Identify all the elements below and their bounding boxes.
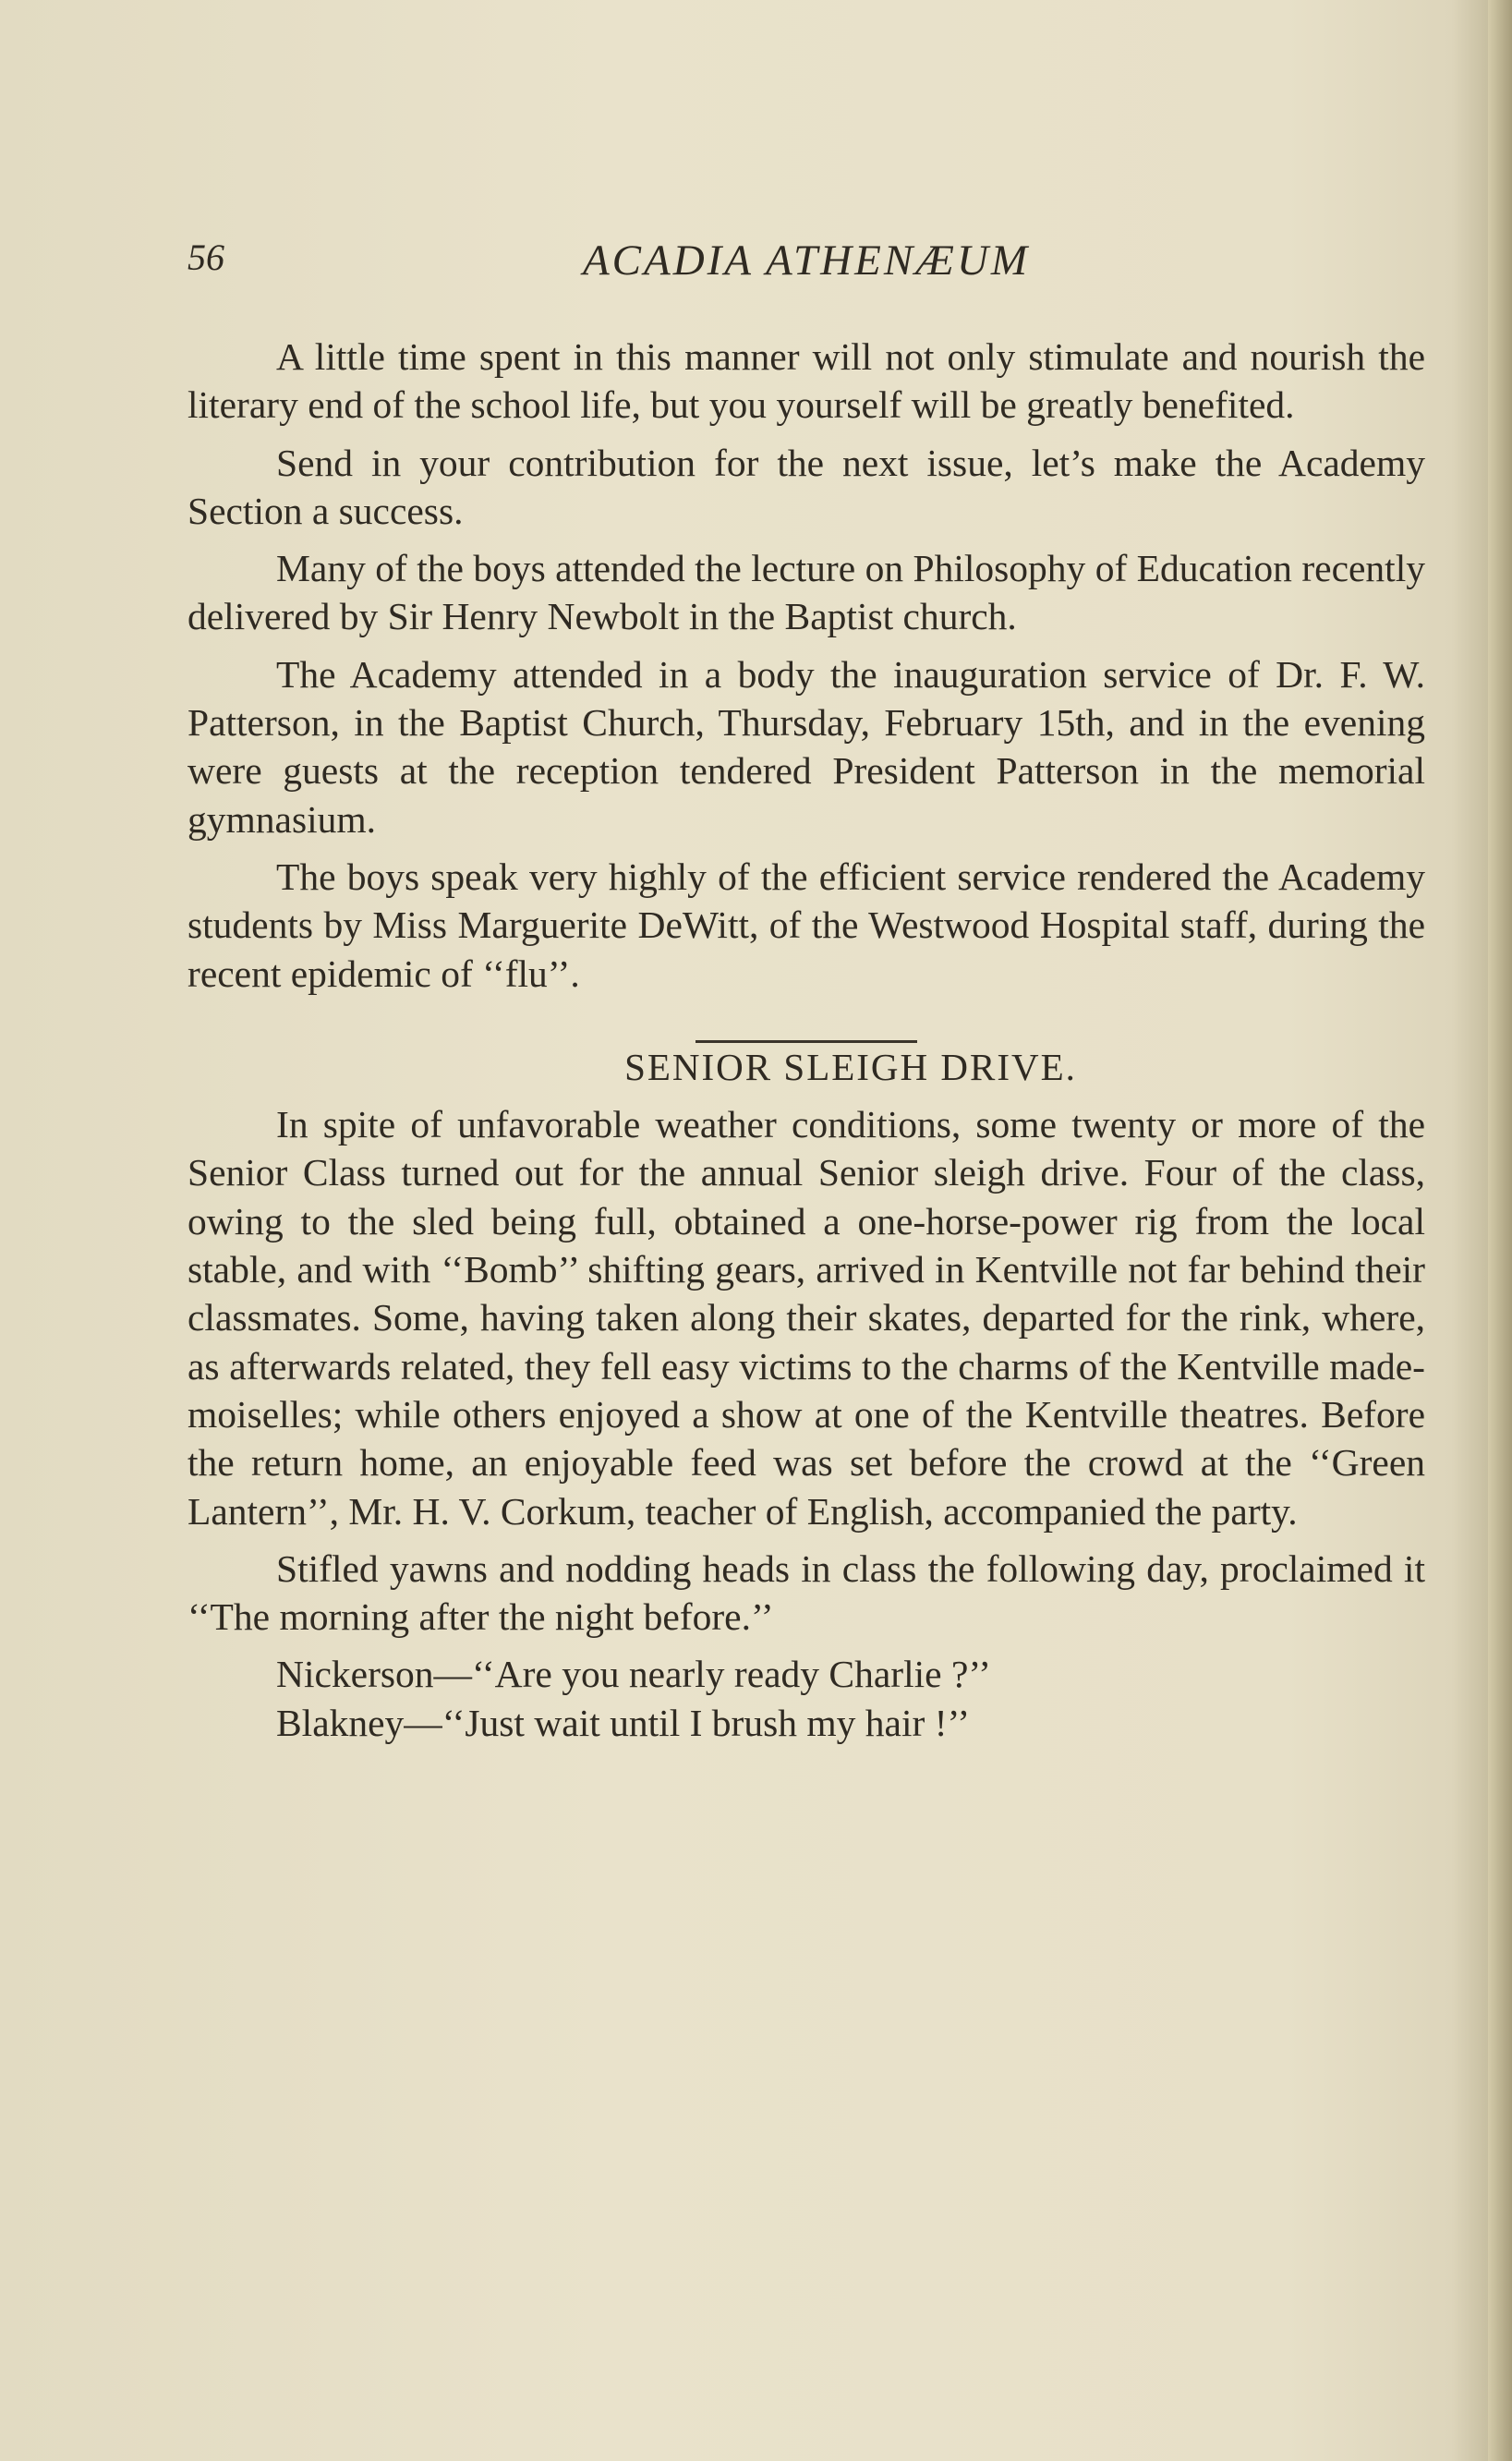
running-head [187,236,1425,291]
paragraph-dewitt-service: The boys speak very highly of the efficient service rendered the Academy students by Miss Marguerite DeWitt, of the Westwood Hospital staff, during the recent epidemic of ‘‘flu’’. [187,855,1425,995]
section-heading: SENIOR SLEIGH DRIVE. [624,1045,1077,1088]
page-number: 56 [187,236,224,278]
paragraph-inauguration: The Academy attended in a body the inauguration service of Dr. F. W. Patterson, in the Baptist Church, Thursday, February 15th, and in the evening were guests at the reception tendered President Patterson in the memorial gymnasium. [187,652,1425,841]
paragraph-morning-after: Stifled yawns and nodding heads in class the following day, proclaimed it ‘‘The morning after the night before.’’ [187,1546,1425,1639]
paragraph-contributions-benefit: A little time spent in this manner will not only stimulate and nourish the literary end of the school life, but you yourself will be greatly benefited. [187,335,1425,427]
dialogue-line-nickerson: Nickerson—‘‘Are you nearly ready Charlie ?’’ [276,1653,991,1696]
paragraph-send-contribution: Send in your contribution for the next issue, let’s make the Academy Section a success. [187,441,1425,532]
dialogue-line-blakney: Blakney—‘‘Just wait until I brush my hair !’’ [276,1701,971,1744]
page-edge-shadow [1488,0,1512,2461]
page-body [187,333,1425,1747]
paragraph-newbolt-lecture: Many of the boys attended the lecture on Philosophy of Education recently delivered by Sir Henry Newbolt in the Baptist church. [187,547,1425,638]
paragraph-sleigh-drive: In spite of unfavorable weather conditions, some twenty or more of the Senior Class turned out for the annual Senior sleigh drive. Four of the class, owing to the sled being full, obtained a one-horse-power rig from the local stable, and with ‘‘Bomb’’ shifting gears, arrived in Kentville not far behind their classmates. Some, having taken along their skates, departed for the rink, where, as afterwards related, they fell easy victims to the charms of the Kentville mademoiselles; while others enjoyed a show at one of the Kentville theatres. Before the return home, an enjoyable feed was set before the crowd at the ‘‘Green Lantern’’, Mr. H. V. Corkum, teacher of English, accompanied the party. [187,1103,1425,1533]
journal-title: ACADIA ATHENÆUM [582,236,1031,285]
